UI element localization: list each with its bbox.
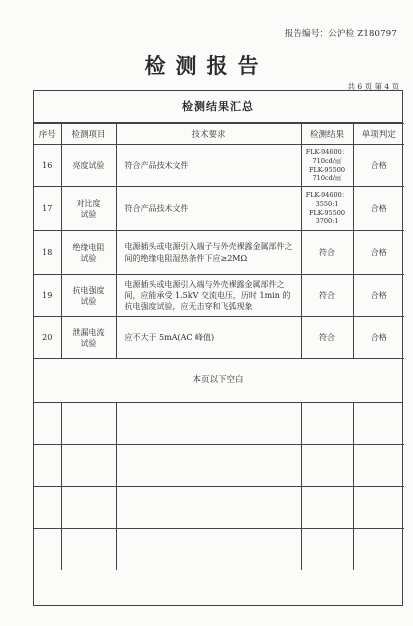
empty-row <box>34 403 404 445</box>
row-judgement: 合格 <box>353 187 404 231</box>
row-no: 18 <box>34 231 61 275</box>
row-no: 20 <box>34 317 61 359</box>
report-title: 检测报告 <box>144 53 269 78</box>
results-table <box>34 123 404 359</box>
row-requirement: 电源插头或电源引入端子与外壳裸露金属部件之间的绝缘电阻湿热条件下应≥2MΩ <box>116 231 301 275</box>
row-judgement: 合格 <box>353 145 404 187</box>
row-requirement: 电源插头或电源引入端与外壳裸露金属部件之间，应能承受 1.5kV 交流电压，历时 1min 的抗电强度试验，应无击穿和飞弧现象 <box>116 275 301 317</box>
row-result: FLK-94600： 710cd/㎡ FLK-95500 710cd/㎡ <box>301 145 353 187</box>
row-item: 绝缘电阻 试验 <box>61 231 116 275</box>
row-result: 符合 <box>301 275 353 317</box>
row-result: 符合 <box>301 317 353 359</box>
row-requirement: 符合产品技术文件 <box>116 145 301 187</box>
col-header-requirement: 技术要求 <box>116 124 301 145</box>
table-row <box>34 187 404 231</box>
row-item: 对比度 试验 <box>61 187 116 231</box>
col-header-judgement: 单项判定 <box>353 124 404 145</box>
row-result: FLK-94600： 3550:1 FLK-95500 3700:1 <box>301 187 353 231</box>
col-header-no: 序号 <box>34 124 61 145</box>
table-row <box>34 231 404 275</box>
row-requirement: 应不大于 5mA(AC 峰值) <box>116 317 301 359</box>
row-judgement: 合格 <box>353 231 404 275</box>
table-row <box>34 317 404 359</box>
row-no: 17 <box>34 187 61 231</box>
empty-row <box>34 445 404 487</box>
empty-grid <box>34 403 404 570</box>
row-item: 亮度试验 <box>61 145 116 187</box>
table-row <box>34 145 404 187</box>
row-no: 16 <box>34 145 61 187</box>
table-header-row <box>34 124 404 145</box>
table-row <box>34 275 404 317</box>
row-judgement: 合格 <box>353 317 404 359</box>
results-summary-sheet <box>33 90 403 606</box>
report-number: 报告编号：公沪检 Z180797 <box>284 29 397 39</box>
row-result: 符合 <box>301 231 353 275</box>
row-judgement: 合格 <box>353 275 404 317</box>
row-requirement: 符合产品技术文件 <box>116 187 301 231</box>
col-header-item: 检测项目 <box>61 124 116 145</box>
empty-row <box>34 487 404 529</box>
row-no: 19 <box>34 275 61 317</box>
blank-below-note: 本页以下空白 <box>34 359 402 403</box>
empty-row <box>34 529 404 571</box>
row-item: 抗电强度 试验 <box>61 275 116 317</box>
table-title: 检测结果汇总 <box>34 91 402 123</box>
col-header-result: 检测结果 <box>301 124 353 145</box>
page-info: 共 6 页 第 4 页 <box>347 82 399 91</box>
row-item: 泄漏电流 试验 <box>61 317 116 359</box>
